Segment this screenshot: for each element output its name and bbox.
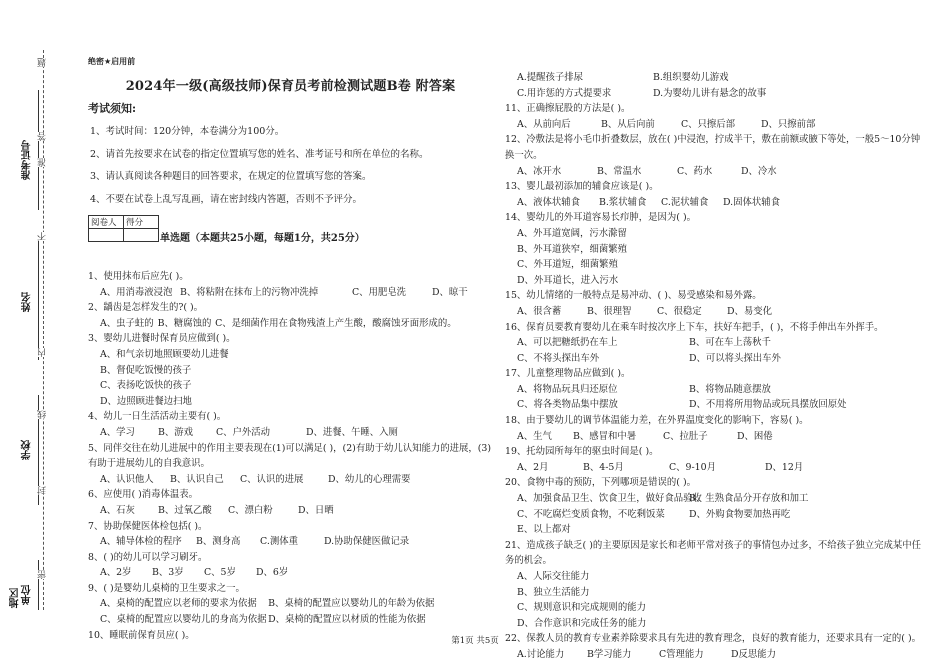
question-item: [505, 366, 925, 413]
name-field[interactable]: [38, 240, 39, 360]
answer-option[interactable]: D、日晒: [298, 504, 334, 516]
answer-option[interactable]: B、感冒和中暑: [573, 430, 637, 442]
notice-item: 4、不要在试卷上乱写乱画，请在密封线内答题，否则不予评分。: [90, 193, 363, 205]
question-item: [88, 409, 493, 440]
answer-option[interactable]: B、独立生活能力: [517, 586, 590, 598]
notice-item: 3、请认真阅读各种题目的回答要求，在规定的位置填写您的答案。: [90, 171, 372, 182]
exam-number-label: 准考证号: [22, 140, 33, 180]
question-item: [88, 269, 493, 300]
question-item: [88, 550, 493, 581]
seal-char: 答: [38, 132, 48, 141]
answer-option[interactable]: D、易变化: [727, 305, 773, 317]
question-item: [505, 413, 925, 444]
answer-option[interactable]: B、糖腐蚀的: [157, 317, 212, 329]
right-column: [505, 70, 925, 663]
seal-char: 准: [38, 158, 48, 167]
answer-option[interactable]: B、游戏: [158, 426, 194, 438]
answer-option[interactable]: C、是细菌作用在食物残渣上产生酸，酸腐蚀牙面形成的。: [215, 317, 457, 329]
question-item: [505, 101, 925, 132]
exam-number-field[interactable]: [38, 90, 39, 210]
answer-option[interactable]: B、桌椅的配置应以婴幼儿的年龄为依据: [268, 598, 435, 610]
answer-option[interactable]: A、用消毒液浸泡: [100, 286, 173, 298]
school-label: 学校: [22, 440, 33, 460]
secret-mark: 绝密★启用前: [88, 57, 136, 66]
answer-option[interactable]: D、困倦: [737, 430, 773, 442]
answer-option[interactable]: A、生气: [517, 430, 552, 442]
seal-char: 不: [38, 232, 48, 241]
answer-option[interactable]: C管理能力: [659, 648, 704, 660]
answer-option[interactable]: A、人际交往能力: [517, 571, 590, 582]
question-item: [88, 487, 493, 518]
answer-option[interactable]: C、规则意识和完成规则的能力: [517, 602, 647, 614]
answer-option[interactable]: D、不用将所用物品或玩具摆放回原处: [689, 399, 847, 411]
answer-option[interactable]: D、可以将头探出车外: [689, 352, 781, 364]
answer-option[interactable]: B、过氧乙酸: [158, 504, 212, 516]
question-stem: 20、食物中毒的预防，下列哪项是错误的( )。: [505, 477, 696, 489]
question-stem: 16、保育员要教育婴幼儿在乘车时按次序上下车，扶好车把手，( )，不将手伸出车外挥手。: [505, 321, 884, 333]
score-cell[interactable]: [124, 229, 159, 242]
answer-option[interactable]: B.组织婴幼儿游戏: [653, 72, 729, 83]
answer-option[interactable]: D、桌椅的配置应以材质的性能为依据: [268, 614, 426, 626]
answer-option[interactable]: A、2月: [517, 461, 549, 473]
answer-option[interactable]: A、2岁: [100, 567, 132, 579]
answer-option[interactable]: A.讨论能力: [517, 648, 565, 660]
answer-option[interactable]: A、从前向后: [517, 118, 571, 130]
seal-char: 线: [38, 410, 48, 419]
name-label: 姓名: [22, 292, 33, 312]
answer-option[interactable]: C、不将头探出车外: [517, 352, 600, 364]
question-stem: 22、保教人员的教育专业素养除要求具有先进的教育理念，良好的教育能力，还要求具有一定的( )。: [505, 633, 921, 645]
answer-option[interactable]: A.提醒孩子排尿: [517, 72, 584, 83]
answer-option[interactable]: D.协助保健医做记录: [324, 536, 410, 548]
answer-option[interactable]: B、认识自己: [170, 473, 224, 485]
answer-option[interactable]: C、漂白粉: [228, 504, 273, 516]
question-item: [505, 538, 925, 632]
seal-char: 封: [38, 486, 48, 495]
answer-option[interactable]: A、桌椅的配置应以老师的要求为依据: [100, 598, 257, 610]
right-question-list: [505, 70, 925, 663]
answer-option[interactable]: A、虫子蛀的: [100, 317, 154, 329]
answer-option[interactable]: B.浆状辅食: [599, 196, 647, 208]
question-item: [505, 86, 925, 102]
answer-option[interactable]: C、5岁: [204, 567, 236, 579]
question-stem: 9、( )是婴幼儿桌椅的卫生要求之一。: [88, 582, 245, 594]
answer-option[interactable]: D、幼儿的心理需要: [328, 473, 411, 485]
question-item: [505, 444, 925, 475]
answer-option[interactable]: B、将粘附在抹布上的污物冲洗掉: [180, 286, 319, 298]
question-stem: 10、睡眠前保育员应( )。: [88, 629, 195, 641]
question-item: [505, 320, 925, 367]
question-stem: 18、由于婴幼儿的调节体温能力差，在外界温度变化的影响下，容易( )。: [505, 415, 809, 427]
answer-option[interactable]: C、桌椅的配置应以婴幼儿的身高为依据: [100, 614, 267, 626]
question-stem: 14、婴幼儿的外耳道容易长疖肿，是因为( )。: [505, 212, 696, 224]
notice-item: 2、请首先按要求在试卷的指定位置填写您的姓名、准考证号和所在单位的名称。: [90, 148, 429, 160]
left-question-list: [88, 269, 493, 643]
answer-option[interactable]: C.泥状辅食: [661, 196, 709, 208]
score-header: 得分: [124, 216, 159, 229]
answer-option[interactable]: D、12月: [765, 461, 804, 473]
answer-option[interactable]: B、测身高: [196, 536, 241, 548]
page-title: 2024年一级(高级技师)保育员考前检测试题B卷 附答案: [125, 79, 456, 94]
unit-field[interactable]: [38, 560, 39, 610]
answer-option[interactable]: B、很理智: [587, 305, 632, 317]
answer-option[interactable]: C、很稳定: [657, 305, 702, 317]
question-stem: 1、使用抹布后应先( )。: [88, 271, 189, 282]
question-stem: 7、协助保健医体检包括( )。: [88, 520, 208, 532]
answer-option[interactable]: A、石灰: [100, 504, 135, 516]
answer-option[interactable]: D.固体状辅食: [723, 196, 781, 208]
answer-option[interactable]: B、生熟食品分开存放和加工: [689, 493, 809, 505]
answer-option[interactable]: B、可在车上荡秋千: [689, 337, 771, 349]
question-stem: 17、儿童整理物品应做到( )。: [505, 368, 631, 380]
question-stem: 19、托幼园所每年的驱虫时间是( )。: [505, 446, 659, 458]
seal-char: 密: [38, 570, 48, 579]
answer-option[interactable]: E、以上都对: [517, 524, 571, 536]
answer-option[interactable]: D、合作意识和完成任务的能力: [517, 617, 647, 629]
question-item: [88, 581, 493, 628]
question-stem: 5、同伴交往在幼儿进展中的作用主要表现在(1)可以满足( )，(2)有助于幼儿认知能力的进展，(3)有助于进展幼儿的自我意识。: [88, 442, 491, 470]
answer-option[interactable]: D、6岁: [256, 567, 289, 579]
answer-option[interactable]: B学习能力: [587, 648, 632, 660]
answer-option[interactable]: D、外购食物要加热再吃: [689, 508, 791, 520]
answer-option[interactable]: B、督促吃饭慢的孩子: [100, 364, 192, 376]
question-stem: 2、龋齿是怎样发生的?( )。: [88, 302, 204, 314]
page-footer: 第1页 共5页: [451, 636, 499, 646]
score-table: [88, 215, 159, 242]
answer-option[interactable]: B、将物品随意摆放: [689, 383, 771, 395]
question-item: [505, 132, 925, 179]
score-row: [88, 215, 493, 251]
answer-option[interactable]: C、外耳道短，细菌繁殖: [517, 259, 618, 271]
question-stem: 12、冷敷法是将小毛巾折叠数层，放在( )中浸泡，拧成半干，敷在前额或腋下等处，一般5～10分钟换一次。: [505, 134, 921, 161]
answer-option[interactable]: A、加强食品卫生、饮食卫生，做好食品验收: [517, 493, 702, 505]
seal-char: 题: [38, 58, 48, 67]
question-item: [88, 300, 493, 331]
question-stem: 4、幼儿一日生活活动主要有( )。: [88, 411, 227, 423]
answer-option[interactable]: C、拉肚子: [663, 430, 708, 442]
answer-option[interactable]: C、药水: [677, 165, 713, 177]
question-item: [88, 331, 493, 409]
answer-option[interactable]: D、外耳道长，进入污水: [517, 274, 619, 286]
answer-option[interactable]: D、进餐、午睡、入厕: [306, 426, 398, 438]
answer-option[interactable]: A、和气亲切地照顾要幼儿进餐: [100, 348, 229, 360]
question-stem: 3、婴幼儿进餐时保育员应做到( )。: [88, 333, 236, 345]
area-label: 地区: [10, 588, 21, 608]
question-item: [505, 210, 925, 288]
answer-option[interactable]: D反思能力: [731, 648, 777, 660]
answer-option[interactable]: B、3岁: [152, 567, 184, 579]
answer-option[interactable]: D.为婴幼儿讲有悬念的故事: [653, 87, 767, 99]
answer-option[interactable]: D、只擦前部: [761, 118, 816, 130]
question-stem: 15、幼儿情绪的一般特点是易冲动、( )、易受感染和易外露。: [505, 290, 762, 302]
answer-option[interactable]: C、用肥皂洗: [352, 286, 407, 298]
reviewer-cell[interactable]: [89, 229, 124, 242]
answer-option[interactable]: A、辅导体检的程序: [100, 536, 182, 548]
notice-item: 1、考试时间：120分钟，本卷满分为100分。: [90, 126, 285, 137]
answer-option[interactable]: A、液体状辅食: [517, 196, 581, 208]
section-title: 单选题（本题共25小题，每题1分，共25分）: [160, 233, 365, 244]
question-item: [505, 70, 925, 86]
answer-option[interactable]: D、晾干: [432, 286, 468, 298]
question-stem: 6、应使用( )消毒体温表。: [88, 489, 199, 501]
notice-title: 考试须知:: [88, 102, 137, 115]
left-column: [88, 56, 493, 643]
answer-option[interactable]: D、冷水: [741, 165, 777, 177]
answer-option[interactable]: A、很含蓄: [517, 305, 562, 317]
answer-option[interactable]: C、表扬吃饭快的孩子: [100, 380, 192, 392]
answer-option[interactable]: C、将各类物品集中摆放: [517, 399, 618, 411]
binding-strip: [0, 0, 78, 671]
answer-option[interactable]: C.测体重: [260, 536, 298, 548]
seal-char: 内: [38, 348, 48, 357]
answer-option[interactable]: A、认识他人: [100, 473, 154, 485]
answer-option[interactable]: A、外耳道宽阔，污水滁留: [517, 227, 627, 239]
answer-option[interactable]: A、可以把糖纸扔在车上: [517, 337, 618, 349]
question-stem: 13、婴儿最初添加的辅食应该是( )。: [505, 181, 659, 193]
answer-option[interactable]: C、不吃腐烂变质食物，不吃剩饭菜: [517, 508, 665, 520]
answer-option[interactable]: A、冰开水: [517, 165, 562, 177]
question-stem: 21、造成孩子缺乏( )的主要原因是家长和老师平常对孩子的事情包办过多，不给孩子独立完成某中任务的机会。: [505, 539, 921, 567]
answer-option[interactable]: C、户外活动: [216, 426, 271, 438]
answer-option[interactable]: B、从后向前: [601, 118, 655, 130]
answer-option[interactable]: B、外耳道狭窄，细菌繁殖: [517, 243, 628, 255]
question-stem: 11、正确擦屁股的方法是( )。: [505, 103, 631, 115]
question-stem: 8、( )的幼儿可以学习刷牙。: [88, 551, 208, 563]
answer-option[interactable]: A、将物品玩具归还原位: [517, 383, 618, 395]
answer-option[interactable]: D、边照顾进餐边扫地: [100, 395, 192, 407]
answer-option[interactable]: B、常温水: [597, 165, 642, 177]
question-item: [88, 441, 493, 488]
unit-label: 单位: [22, 585, 33, 605]
question-item: [505, 179, 925, 210]
question-item: [505, 475, 925, 537]
answer-option[interactable]: C、9-10月: [669, 461, 716, 473]
notice-list: [88, 121, 493, 211]
answer-option[interactable]: C、认识的进展: [240, 473, 304, 485]
question-item: [505, 288, 925, 319]
question-item: [88, 519, 493, 550]
answer-option[interactable]: B、4-5月: [583, 461, 624, 473]
answer-option[interactable]: A、学习: [100, 426, 135, 438]
answer-option[interactable]: C.用诈惩的方式提要求: [517, 87, 612, 99]
answer-option[interactable]: C、只擦后部: [681, 118, 736, 130]
reviewer-header: 阅卷人: [89, 216, 124, 229]
